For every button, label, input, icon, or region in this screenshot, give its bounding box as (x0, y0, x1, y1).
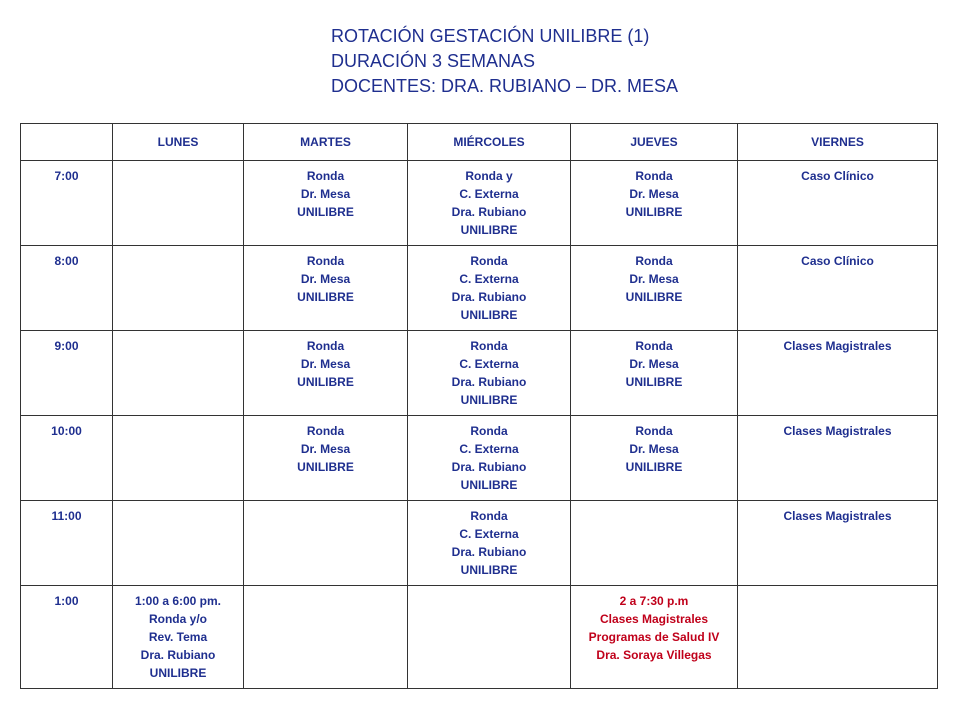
cell-text-line: Ronda (306, 339, 345, 353)
cell-text-line: Dr. Mesa (300, 187, 351, 201)
cell-text-line: Ronda (635, 339, 673, 353)
cell-text-line: Clases Magistrales (783, 424, 892, 438)
table-row (21, 416, 938, 501)
title-duration: DURACIÓN 3 SEMANAS (331, 51, 536, 71)
cell-text-line: Programas de Salud IV (588, 630, 720, 644)
schedule-cell-lunes (113, 501, 244, 586)
cell-text-line: C. Externa (459, 357, 519, 371)
cell-text-line: C. Externa (459, 187, 519, 201)
table-row (21, 586, 938, 689)
cell-text-line: Ronda (635, 169, 673, 183)
time-label: 9:00 (54, 339, 79, 353)
cell-text-line: UNILIBRE (460, 563, 518, 577)
schedule-cell-jueves (571, 416, 738, 501)
table-row (21, 331, 938, 416)
schedule-cell-lunes (113, 416, 244, 501)
cell-text-line: Dr. Mesa (300, 442, 351, 456)
cell-text-line: Clases Magistrales (783, 339, 892, 353)
time-cell (21, 416, 113, 501)
cell-text-line: Rev. Tema (148, 630, 208, 644)
cell-text-line: UNILIBRE (460, 478, 518, 492)
cell-text-line: Dra. Rubiano (451, 290, 527, 304)
cell-text-line: Dr. Mesa (629, 187, 679, 201)
cell-text-line: C. Externa (459, 272, 519, 286)
schedule-cell-martes (244, 586, 408, 689)
header-row (21, 124, 938, 161)
corner-cell (21, 124, 113, 161)
day-header-miercoles: MIÉRCOLES (408, 124, 571, 161)
cell-text-line: Dr. Mesa (629, 442, 679, 456)
cell-text-line: C. Externa (459, 527, 519, 541)
time-cell (21, 161, 113, 246)
schedule-cell-viernes (738, 331, 938, 416)
time-cell (21, 246, 113, 331)
cell-text-line: UNILIBRE (625, 375, 683, 389)
schedule-cell-jueves (571, 161, 738, 246)
cell-text-line: UNILIBRE (625, 290, 683, 304)
time-label: 7:00 (54, 169, 79, 183)
cell-text-line: UNILIBRE (460, 393, 518, 407)
cell-text-line: Dra. Rubiano (140, 648, 216, 662)
cell-text-line: Ronda (306, 424, 345, 438)
time-label: 8:00 (54, 254, 79, 268)
time-cell (21, 586, 113, 689)
schedule-cell-miercoles (408, 331, 571, 416)
cell-text-line: Dr. Mesa (300, 272, 351, 286)
time-label: 1:00 (54, 594, 79, 608)
schedule-cell-viernes (738, 586, 938, 689)
day-header-lunes: LUNES (113, 124, 244, 161)
cell-text-line: UNILIBRE (297, 205, 354, 219)
cell-text-line: Dra. Rubiano (451, 375, 527, 389)
cell-text-line: UNILIBRE (460, 223, 518, 237)
cell-text-line: Dra. Rubiano (451, 545, 527, 559)
time-label: 11:00 (51, 509, 82, 523)
cell-text-line: 2 a 7:30 p.m (619, 594, 689, 608)
schedule-cell-miercoles (408, 416, 571, 501)
schedule-cell-miercoles (408, 246, 571, 331)
table-row (21, 246, 938, 331)
schedule-cell-lunes (113, 161, 244, 246)
cell-text-line: Ronda (306, 169, 345, 183)
document-header (331, 24, 678, 99)
day-header-martes: MARTES (244, 124, 408, 161)
cell-text-line: Ronda (470, 424, 508, 438)
cell-text-line: Dra. Soraya Villegas (596, 648, 712, 662)
day-header-viernes: VIERNES (738, 124, 938, 161)
schedule-cell-martes (244, 331, 408, 416)
day-header-jueves: JUEVES (571, 124, 738, 161)
cell-text-line: C. Externa (459, 442, 519, 456)
cell-text-line: Dr. Mesa (629, 272, 679, 286)
cell-text-line: Clases Magistrales (599, 612, 709, 626)
schedule-cell-viernes (738, 246, 938, 331)
cell-text-line: 1:00 a 6:00 pm. (134, 594, 222, 608)
title-teachers: DOCENTES: DRA. RUBIANO – DR. MESA (331, 76, 679, 96)
time-label: 10:00 (51, 424, 82, 438)
title-rotation: ROTACIÓN GESTACIÓN UNILIBRE (1) (331, 26, 650, 46)
cell-text-line: Ronda (470, 339, 508, 353)
time-cell (21, 331, 113, 416)
schedule-cell-martes (244, 161, 408, 246)
cell-text-line: Dr. Mesa (629, 357, 679, 371)
cell-text-line: Ronda y (465, 169, 513, 183)
schedule-cell-viernes (738, 501, 938, 586)
cell-text-line: Caso Clínico (801, 169, 874, 183)
cell-text-line: UNILIBRE (625, 205, 683, 219)
table-row (21, 161, 938, 246)
schedule-cell-jueves (571, 586, 738, 689)
table-row (21, 501, 938, 586)
cell-text-line: Dra. Rubiano (451, 460, 527, 474)
cell-text-line: UNILIBRE (625, 460, 683, 474)
schedule-cell-miercoles (408, 501, 571, 586)
cell-text-line: Ronda (635, 254, 673, 268)
cell-text-line: UNILIBRE (297, 460, 354, 474)
cell-text-line: Clases Magistrales (783, 509, 892, 523)
cell-text-line: UNILIBRE (149, 666, 207, 680)
cell-text-line: Ronda (635, 424, 673, 438)
cell-text-line: Dra. Rubiano (451, 205, 527, 219)
schedule-table (20, 123, 938, 689)
cell-text-line: Caso Clínico (801, 254, 874, 268)
cell-text-line: Ronda (470, 254, 508, 268)
cell-text-line: UNILIBRE (297, 290, 354, 304)
schedule-cell-martes (244, 501, 408, 586)
schedule-cell-viernes (738, 161, 938, 246)
cell-text-line: UNILIBRE (297, 375, 354, 389)
schedule-cell-miercoles (408, 586, 571, 689)
schedule-cell-lunes (113, 331, 244, 416)
schedule-cell-martes (244, 246, 408, 331)
cell-text-line: Ronda y/o (148, 612, 207, 626)
schedule-cell-viernes (738, 416, 938, 501)
cell-text-line: UNILIBRE (460, 308, 518, 322)
schedule-cell-martes (244, 416, 408, 501)
time-cell (21, 501, 113, 586)
cell-text-line: Ronda (306, 254, 345, 268)
schedule-cell-lunes (113, 246, 244, 331)
schedule-cell-jueves (571, 331, 738, 416)
schedule-cell-jueves (571, 501, 738, 586)
schedule-cell-miercoles (408, 161, 571, 246)
cell-text-line: Dr. Mesa (300, 357, 351, 371)
schedule-cell-jueves (571, 246, 738, 331)
schedule-cell-lunes (113, 586, 244, 689)
cell-text-line: Ronda (470, 509, 508, 523)
